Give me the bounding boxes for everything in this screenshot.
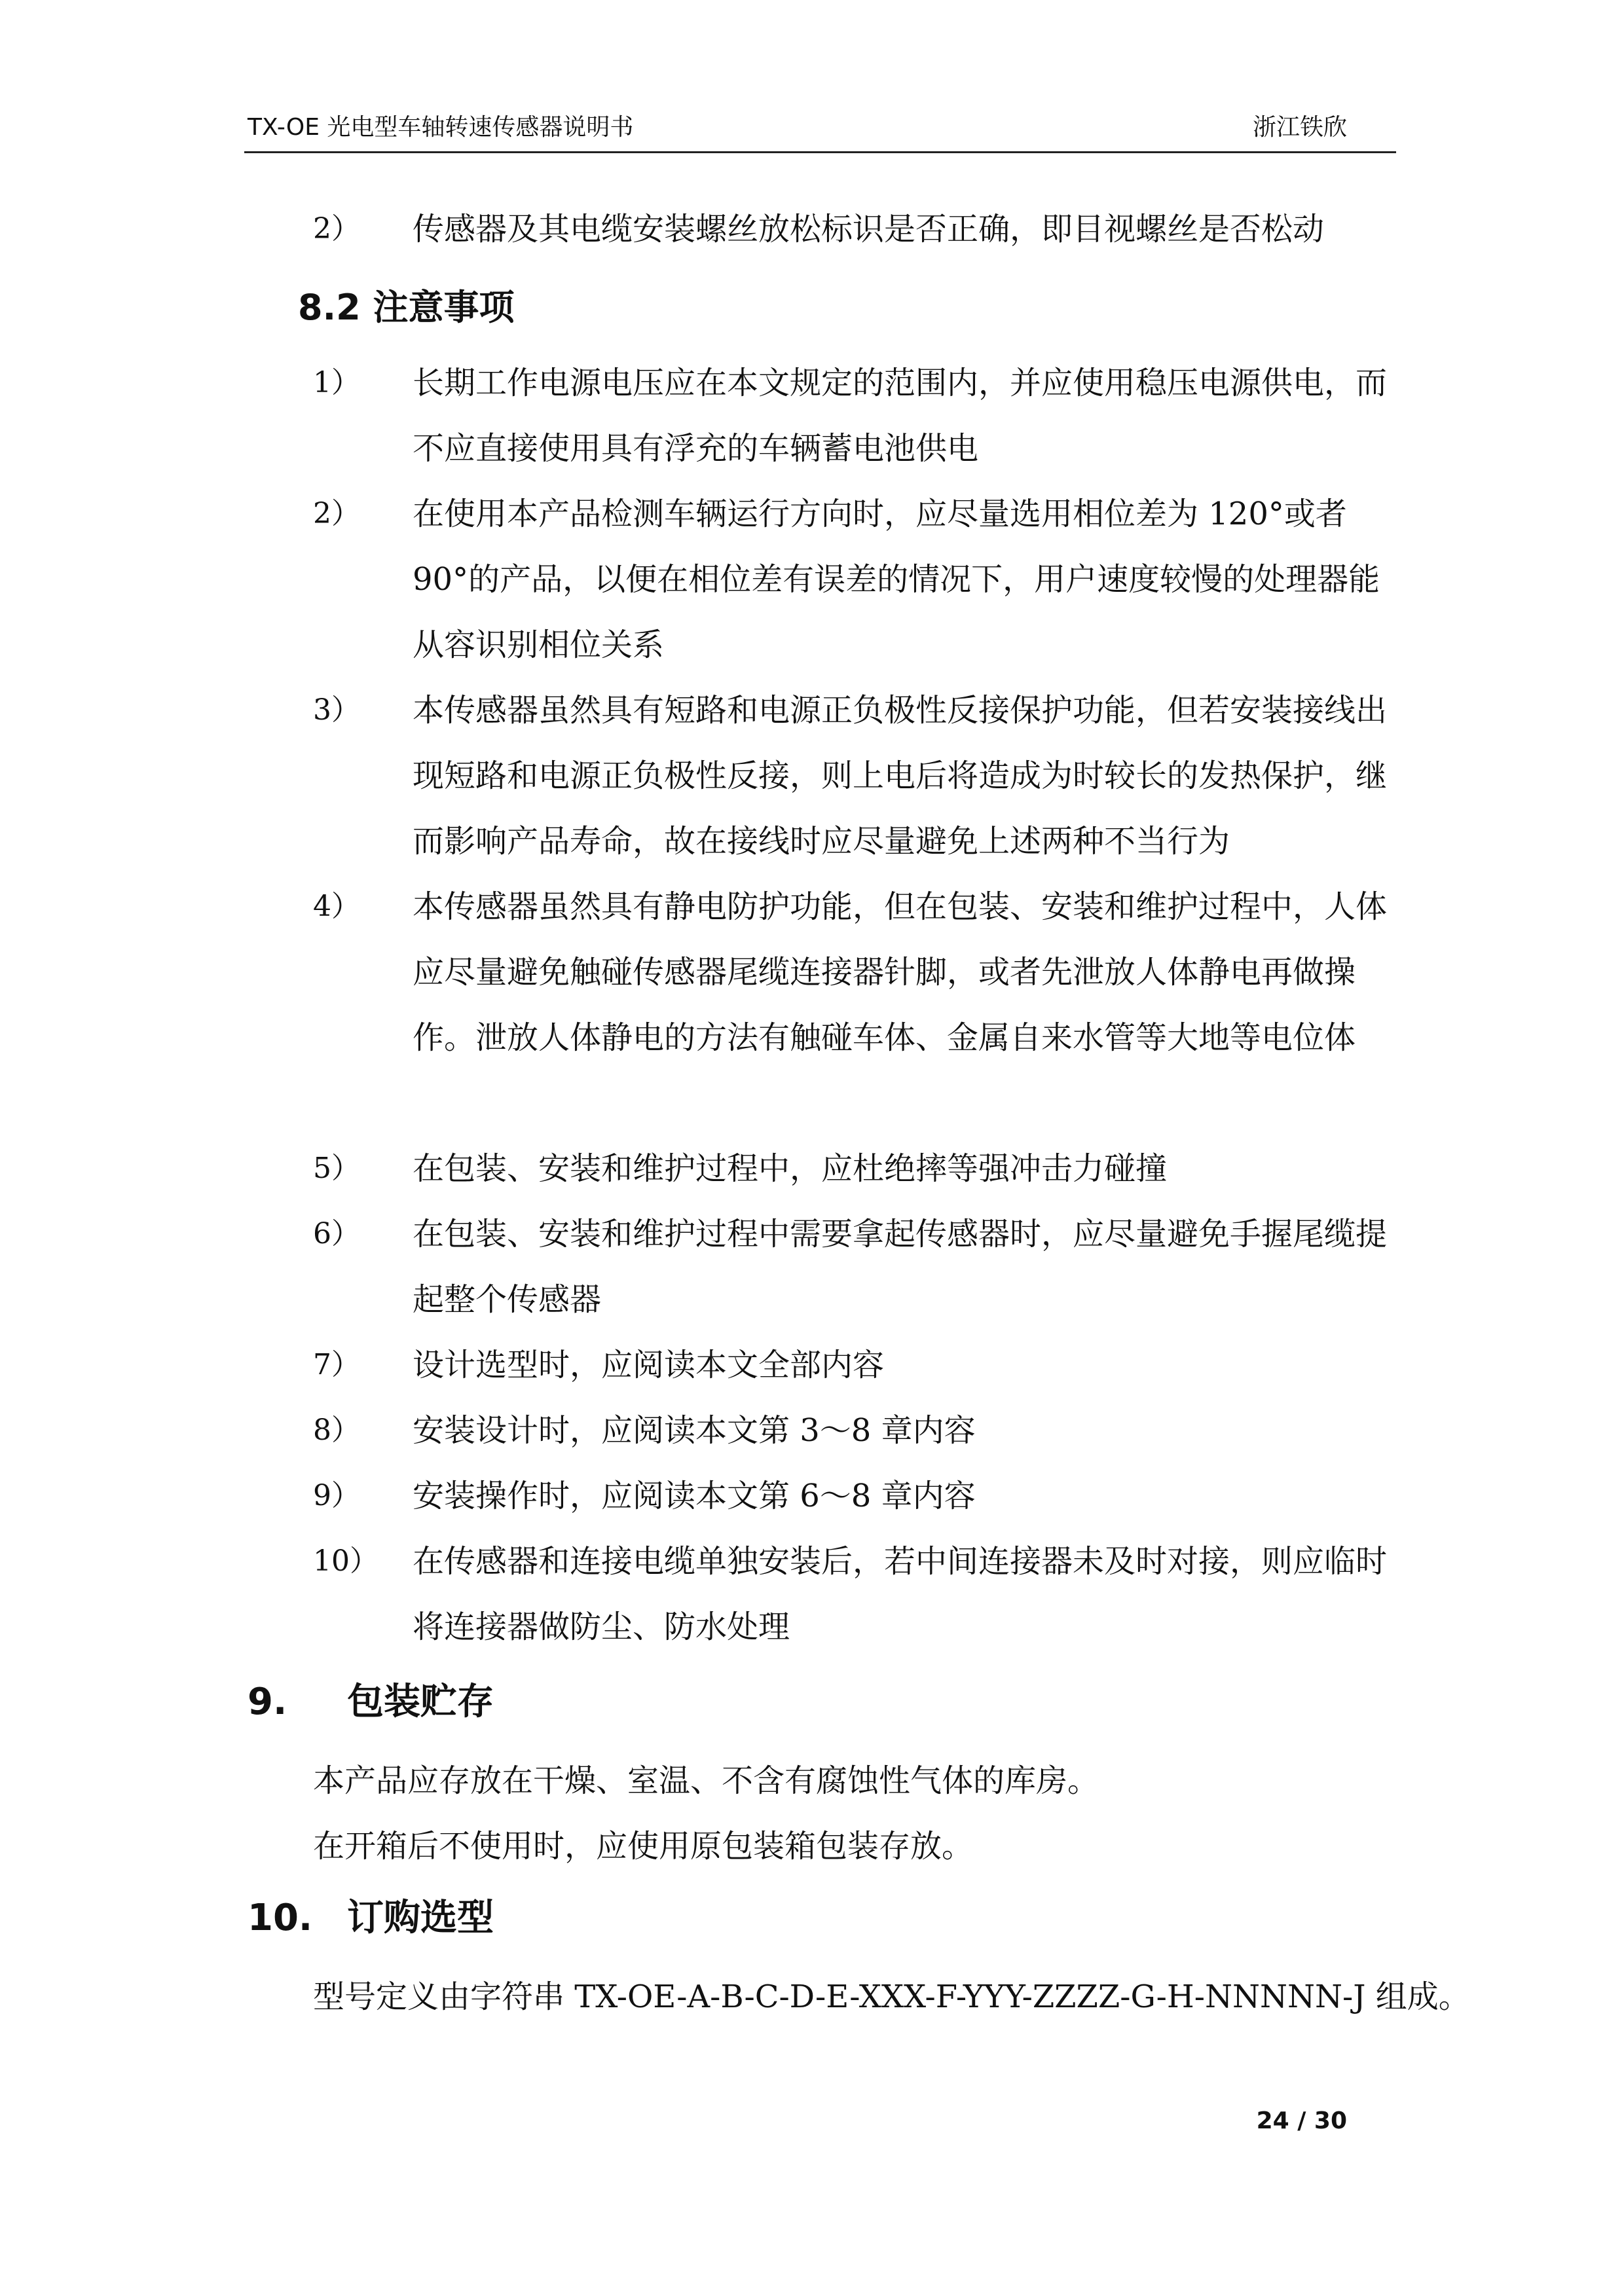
document-title: TX-OE 光电型车轴转速传感器说明书 (248, 114, 634, 141)
item-number: 3） (313, 693, 360, 727)
section-number-10: 10. (248, 1897, 313, 1939)
section-number-9: 9. (248, 1681, 287, 1723)
paragraph: 本产品应存放在干燥、室温、不含有腐蚀性气体的库房。 (313, 1762, 1099, 1799)
item-text: 传感器及其电缆安装螺丝放松标识是否正确，即目视螺丝是否松动 (413, 211, 1325, 247)
item-text: 在包装、安装和维护过程中需要拿起传感器时，应尽量避免手握尾缆提起整个传感器 (413, 1216, 1388, 1318)
item-text: 本传感器虽然具有短路和电源正负极性反接保护功能，但若安装接线出现短路和电源正负极性反接，则上电后将造成为时较长的发热保护，继而影响产品寿命，故在接线时应尽量避免上述两种不当行为 (413, 692, 1388, 860)
company-name: 浙江铁欣 (1252, 114, 1347, 141)
item-number: 1） (313, 366, 360, 399)
item-number: 6） (313, 1217, 360, 1250)
item-number: 8） (313, 1413, 360, 1447)
section-title-10: 订购选型 (347, 1897, 494, 1939)
item-number: 9） (313, 1479, 360, 1512)
item-text: 设计选型时，应阅读本文全部内容 (413, 1347, 885, 1383)
paragraph: 在开箱后不使用时，应使用原包装箱包装存放。 (313, 1828, 974, 1865)
item-number: 5） (313, 1152, 360, 1185)
item-text: 在使用本产品检测车辆运行方向时，应尽量选用相位差为 120°或者 90°的产品，以便在相位差有误差的情况下，用户速度较慢的处理器能从容识别相位关系 (413, 496, 1380, 663)
paragraph: 型号定义由字符串 TX-OE-A-B-C-D-E-XXX-F-YYY-ZZZZ-G-H-NNNNN-J 组成。 (313, 1978, 1470, 2015)
item-number: 2） (313, 497, 360, 530)
item-text: 安装操作时，应阅读本文第 6～8 章内容 (413, 1478, 976, 1514)
item-text: 在包装、安装和维护过程中，应杜绝摔等强冲击力碰撞 (413, 1150, 1168, 1187)
section-heading-8-2: 8.2 注意事项 (298, 287, 515, 328)
section-title-9: 包装贮存 (347, 1681, 494, 1723)
item-number: 2） (313, 212, 360, 246)
header-divider (244, 151, 1396, 153)
item-text: 在传感器和连接电缆单独安装后，若中间连接器未及时对接，则应临时将连接器做防尘、防水处理 (413, 1543, 1388, 1645)
item-text: 长期工作电源电压应在本文规定的范围内，并应使用稳压电源供电，而不应直接使用具有浮充的车辆蓄电池供电 (413, 365, 1388, 467)
item-number: 10） (313, 1544, 378, 1578)
page-number: 24 / 30 (1256, 2107, 1347, 2134)
item-number: 7） (313, 1348, 360, 1381)
item-number: 4） (313, 890, 360, 923)
item-text: 本传感器虽然具有静电防护功能，但在包装、安装和维护过程中，人体应尽量避免触碰传感器尾缆连接器针脚，或者先泄放人体静电再做操作。泄放人体静电的方法有触碰车体、金属自来水管等大地等电位体 (413, 888, 1388, 1056)
item-text: 安装设计时，应阅读本文第 3～8 章内容 (413, 1412, 976, 1449)
